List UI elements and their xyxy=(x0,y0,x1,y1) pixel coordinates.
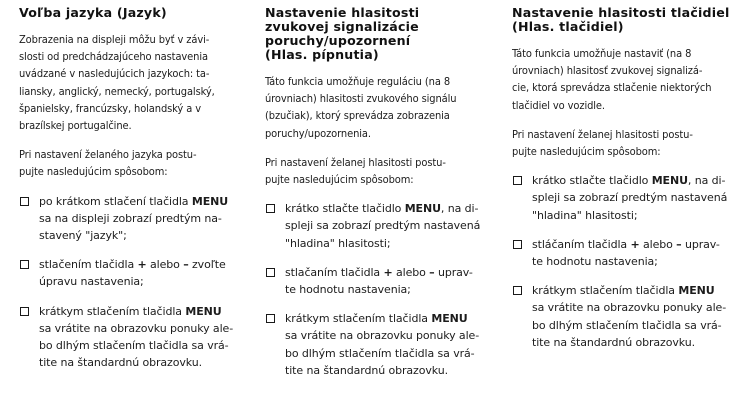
intro-paragraph: Táto funkcia umožňuje reguláciu (na 8 úrovniach) hlasitosti zvukového signálu (bzučiak), ktorý sprevádza zobrazenia poruchy/upozornenia. xyxy=(265,75,457,140)
column-language xyxy=(19,6,249,383)
list-item: krátkym stlačením tlačidla MENU sa vrátite na obrazovku ponuky ale- bo dlhým stlačením tlačidla sa vrá- tite na štandardnú obrazovku. xyxy=(512,282,742,351)
list-item: krátkym stlačením tlačidla MENU sa vrátite na obrazovku ponuky ale- bo dlhým stlačením tlačidla sa vrá- tite na štandardnú obrazovku. xyxy=(19,303,249,372)
steps-list xyxy=(19,193,249,372)
checkbox-bullet-icon xyxy=(266,314,275,323)
intro-paragraph: Zobrazenia na displeji môžu byť v závi- slosti od predchádzajúceho nastavenia uvádzané v nasledujúcich jazykoch: ta- liansky, anglický, nemecký, portugalský, španielsky, francúzsky, holandský a v brazílskej portugalčine. xyxy=(19,33,215,133)
section-heading: Voľba jazyka (Jazyk) xyxy=(19,5,167,20)
checkbox-bullet-icon xyxy=(20,307,29,316)
steps-list xyxy=(512,172,742,351)
list-item: krátkym stlačením tlačidla MENU sa vrátite na obrazovku ponuky ale- bo dlhým stlačením tlačidla sa vrá- tite na štandardnú obrazovku. xyxy=(265,310,495,379)
list-item: stláčaním tlačidla + alebo – uprav- te hodnotu nastavenia; xyxy=(512,236,742,270)
procedure-intro: Pri nastavení želanej hlasitosti postu- pujte nasledujúcim spôsobom: xyxy=(512,127,693,159)
checkbox-bullet-icon xyxy=(513,240,522,249)
checkbox-bullet-icon xyxy=(513,286,522,295)
column-button-volume xyxy=(512,6,742,363)
list-item: stlačaním tlačidla + alebo – uprav- te hodnotu nastavenia; xyxy=(265,264,495,298)
procedure-intro: Pri nastavení želanej hlasitosti postu- pujte nasledujúcim spôsobom: xyxy=(265,155,446,187)
section-heading: Nastavenie hlasitosti zvukovej signalizácie poruchy/upozornení (Hlas. pípnutia) xyxy=(265,5,420,62)
checkbox-bullet-icon xyxy=(20,197,29,206)
list-item: krátko stlačte tlačidlo MENU, na di- spleji sa zobrazí predtým nastavená "hladina" hlasitosti; xyxy=(512,172,742,224)
steps-list xyxy=(265,200,495,379)
column-warning-volume xyxy=(265,6,495,391)
checkbox-bullet-icon xyxy=(513,176,522,185)
section-heading: Nastavenie hlasitosti tlačidiel (Hlas. tlačidiel) xyxy=(512,5,730,34)
checkbox-bullet-icon xyxy=(266,204,275,213)
intro-paragraph: Táto funkcia umožňuje nastaviť (na 8 úrovniach) hlasitosť zvukovej signalizá- cie, ktorá sprevádza stlačenie niektorých tlačidiel vo vozidle. xyxy=(512,47,712,112)
list-item: po krátkom stlačení tlačidla MENU sa na displeji zobrazí predtým na- stavený "jazyk"; xyxy=(19,193,249,245)
checkbox-bullet-icon xyxy=(20,260,29,269)
list-item: krátko stlačte tlačidlo MENU, na di- spleji sa zobrazí predtým nastavená "hladina" hlasitosti; xyxy=(265,200,495,252)
procedure-intro: Pri nastavení želaného jazyka postu- pujte nasledujúcim spôsobom: xyxy=(19,148,197,179)
checkbox-bullet-icon xyxy=(266,268,275,277)
list-item: stlačením tlačidla + alebo – zvoľte úpravu nastavenia; xyxy=(19,256,249,290)
